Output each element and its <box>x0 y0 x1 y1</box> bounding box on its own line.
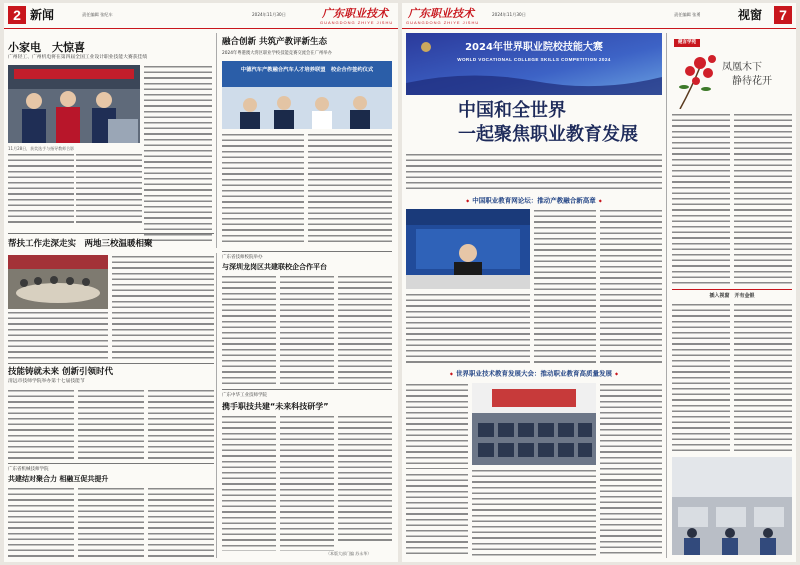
story3-title: 帮扶工作走深走实 两地三校温暖相聚 <box>8 239 153 249</box>
sidebar-text-col1 <box>672 113 730 285</box>
story7-title: 共建结对聚合力 相融互促共提升 <box>8 475 109 483</box>
flower-art <box>672 47 720 109</box>
story7-text-col3 <box>148 487 214 557</box>
story1-text-col3 <box>76 153 142 227</box>
story6-text-col3 <box>338 415 392 545</box>
box2-text-col1 <box>406 383 468 469</box>
box1-photo <box>406 209 530 289</box>
left-page <box>4 3 398 562</box>
story5-text-col2 <box>280 275 334 385</box>
flower-illustration <box>672 47 720 109</box>
issue-date: 2024年11月30日 <box>252 12 286 17</box>
story1-title: 小家电 大惊喜 <box>8 41 85 54</box>
story2-banner: 中德汽车产教融合汽车人才培养联盟 校企合作签约仪式 <box>240 67 374 73</box>
page-number-right: 7 <box>774 6 792 24</box>
box1-text-col3 <box>406 293 530 365</box>
sidebar-box-title: 插入视窗 开有金银 <box>709 293 755 299</box>
story3-photo <box>8 255 108 309</box>
box1-text-col2 <box>600 209 662 365</box>
hero-banner-cn: 2024年世界职业院校技能大赛 <box>465 42 603 53</box>
sidebar-tag: 健言学苑 <box>674 39 700 47</box>
box2-text-col2 <box>600 383 662 557</box>
hero-lead-text <box>406 153 662 193</box>
box2-photo <box>472 383 596 465</box>
poem-line2: 静待花开 <box>732 76 772 87</box>
issue-date-right: 2024年11月30日 <box>492 12 526 17</box>
box2-photo-art <box>472 383 596 465</box>
story3-text-col1 <box>8 311 108 361</box>
story4-title: 技能铸就未来 创新引领时代 <box>8 367 113 377</box>
story3-photo-art <box>8 255 108 309</box>
story2-title: 融合创新 共筑产教评新生态 <box>222 37 327 47</box>
poem-line1: 凤凰木下 <box>722 62 762 73</box>
box1-text-col1 <box>534 209 596 365</box>
story1-text-col1 <box>144 65 212 245</box>
story1-photo <box>8 65 140 143</box>
story5-text-col1 <box>222 275 276 385</box>
story3-text-col2 <box>112 255 214 361</box>
section-title-right: 视窗 <box>738 8 763 22</box>
story6-text-col2 <box>280 415 334 551</box>
story5-title: 与深圳龙岗区共建联校企合作平台 <box>222 263 327 271</box>
editor-line: 责任编辑 张纪车 <box>82 12 113 17</box>
story2-photo <box>222 61 392 129</box>
masthead-logo: 广东职业技术 <box>322 7 388 20</box>
story1-text-col2 <box>8 153 74 227</box>
sidebar-photo <box>672 457 792 555</box>
story1-photo-art <box>8 65 140 143</box>
box2-heading: ◆ 世界职业技术教育发展大会：推动职业教育高质量发展 ◆ <box>406 369 662 379</box>
section-title: 新闻 <box>30 8 55 22</box>
story7-text-col1 <box>8 487 74 557</box>
story4-text-col1 <box>8 389 74 459</box>
box1-heading: ◆ 中国职业教育网论坛：推动产教融合新高章 ◆ <box>406 196 662 206</box>
story1-caption: 11月28日，获奖选手与指导教师合影 <box>8 146 75 151</box>
story6-title: 携手职技共建“未来科技研学” <box>222 402 329 411</box>
left-header <box>4 3 398 29</box>
story1-subtitle: 广州轻工、广州机电将在第四届全国工业设计职业技能大赛获佳绩 <box>8 55 148 60</box>
hero-title-line1: 中国和全世界 <box>458 100 566 121</box>
right-header <box>402 3 796 29</box>
story7-text-col2 <box>78 487 144 557</box>
story6-kicker: 广东中华工业技师学院 <box>222 393 267 398</box>
box1-photo-art <box>406 209 530 289</box>
story7-kicker: 广东省机械技师学院 <box>8 467 49 472</box>
story6-text-col1 <box>222 415 276 551</box>
box2-text-col3 <box>406 473 468 557</box>
masthead-en-right: GUANGDONG ZHIYE JISHU <box>406 20 480 25</box>
hero-banner-en: WORLD VOCATIONAL COLLEGE SKILLS COMPETITION 2024 <box>457 57 611 62</box>
story4-text-col3 <box>148 389 214 459</box>
page-source: （本版大部门编 苏永华） <box>326 551 372 556</box>
sidebar-text-col3 <box>672 303 730 453</box>
story4-text-col2 <box>78 389 144 459</box>
masthead-logo-right: 广东职业技术 <box>408 7 474 20</box>
sidebar-text-col4 <box>734 303 792 453</box>
right-page <box>402 3 796 562</box>
box2-text-col4 <box>472 469 596 557</box>
story2-subtitle: 2024年粤港澳大湾区职业学校技能竞赛交流会在广州举办 <box>222 51 332 56</box>
masthead-en: GUANGDONG ZHIYE JISHU <box>320 20 394 25</box>
story4-subtitle: 清远市技师学院举办第十七届技能节 <box>8 379 85 384</box>
sidebar-photo-art <box>672 457 792 555</box>
story5-kicker: 广东省技师校院举办 <box>222 255 263 260</box>
hero-title-line2: 一起聚焦职业教育发展 <box>458 124 638 145</box>
hero-banner-photo <box>406 33 662 95</box>
editor-line-right: 责任编辑 张勇 <box>674 12 701 17</box>
sidebar-text-col2 <box>734 113 792 285</box>
page-number: 2 <box>8 6 26 24</box>
story2-text-col2 <box>308 133 392 245</box>
story5-text-col3 <box>338 275 392 385</box>
story2-text-col1 <box>222 133 304 245</box>
